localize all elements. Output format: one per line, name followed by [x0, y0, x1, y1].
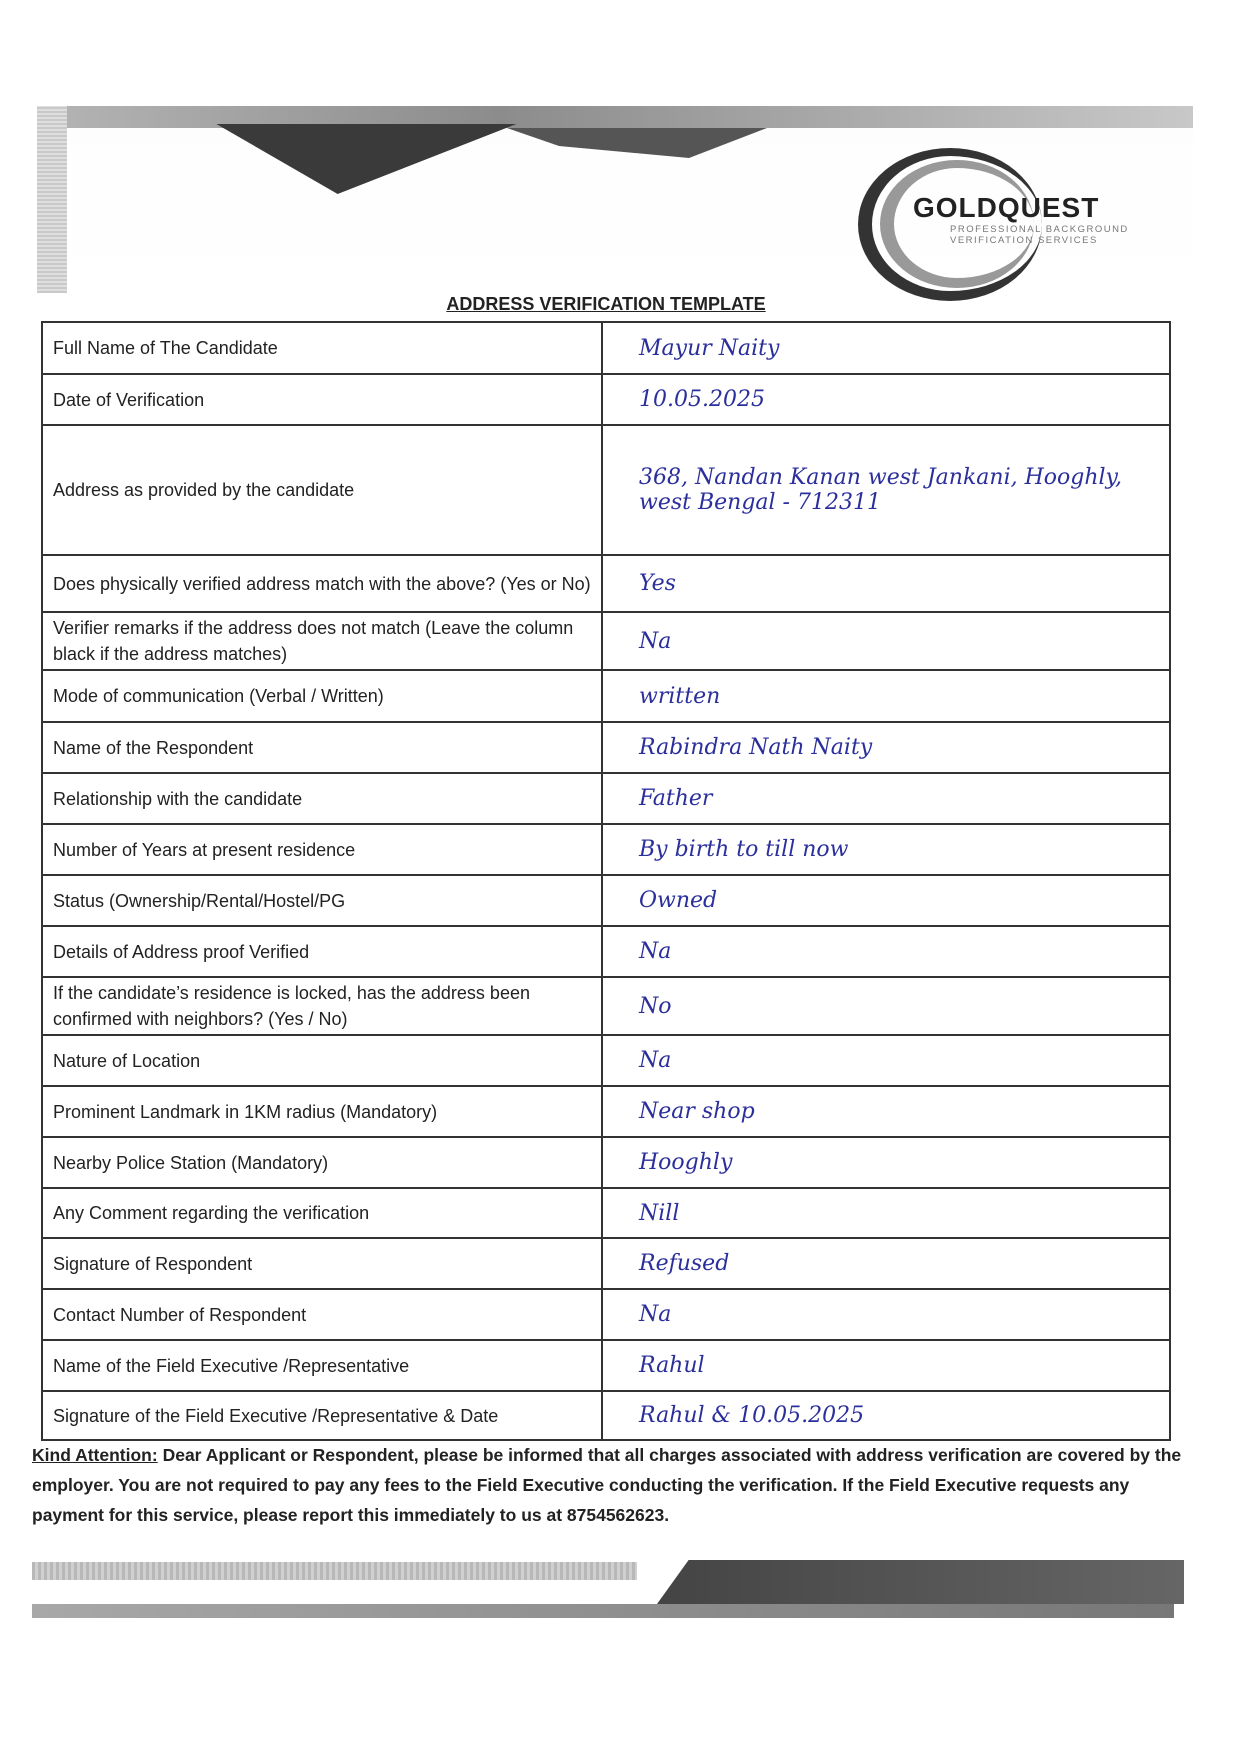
field-label: Mode of communication (Verbal / Written): [42, 670, 602, 722]
table-row: [42, 555, 1170, 612]
field-label: If the candidate’s residence is locked, has the address been confirmed with neighbors? (Yes / No): [42, 977, 602, 1035]
table-row: [42, 1289, 1170, 1340]
field-label: Any Comment regarding the verification: [42, 1188, 602, 1238]
field-label: Does physically verified address match with the above? (Yes or No): [42, 555, 602, 612]
footer-bar: [32, 1604, 1174, 1618]
logo-tagline: PROFESSIONAL BACKGROUND VERIFICATION SERVICES: [950, 224, 1129, 246]
page-title: ADDRESS VERIFICATION TEMPLATE: [446, 294, 766, 314]
field-value: Mayur Naity: [602, 322, 1170, 374]
table-row: [42, 926, 1170, 977]
kind-attention-notice: [32, 1440, 1182, 1530]
field-value: Na: [602, 926, 1170, 977]
field-label: Address as provided by the candidate: [42, 425, 602, 555]
table-row: [42, 1391, 1170, 1440]
table-row: [42, 670, 1170, 722]
goldquest-logo: [858, 148, 1148, 288]
logo-name: GOLDQUEST: [913, 192, 1100, 223]
notice-text: Dear Applicant or Respondent, please be informed that all charges associated with address verification are covered by the employer. You are not required to pay any fees to the Field Executive conducting the verification. If the Field Executive requests any payment for this service, please report this immediately to us at 8754562623.: [32, 1445, 1182, 1525]
banner-swoosh: [158, 124, 517, 194]
table-row: [42, 773, 1170, 824]
banner-left-block: [37, 106, 67, 293]
table-row: [42, 322, 1170, 374]
table-row: [42, 875, 1170, 926]
field-value: Rahul & 10.05.2025: [602, 1391, 1170, 1440]
field-value: Owned: [602, 875, 1170, 926]
table-row: [42, 1188, 1170, 1238]
field-label: Name of the Respondent: [42, 722, 602, 773]
table-row: [42, 722, 1170, 773]
field-value: By birth to till now: [602, 824, 1170, 875]
field-value: Na: [602, 1289, 1170, 1340]
field-label: Contact Number of Respondent: [42, 1289, 602, 1340]
table-row: [42, 824, 1170, 875]
table-row: [42, 374, 1170, 425]
field-value: Near shop: [602, 1086, 1170, 1137]
field-label: Verifier remarks if the address does not match (Leave the column black if the address matches): [42, 612, 602, 670]
field-value: Nill: [602, 1188, 1170, 1238]
field-label: Signature of Respondent: [42, 1238, 602, 1289]
banner-stripe: [37, 106, 1193, 128]
field-value: Father: [602, 773, 1170, 824]
table-row: [42, 1238, 1170, 1289]
field-label: Details of Address proof Verified: [42, 926, 602, 977]
footer-banner: [32, 1560, 1184, 1620]
field-label: Signature of the Field Executive /Representative & Date: [42, 1391, 602, 1440]
field-value: Rahul: [602, 1340, 1170, 1391]
field-value: Refused: [602, 1238, 1170, 1289]
field-label: Name of the Field Executive /Representative: [42, 1340, 602, 1391]
field-value: No: [602, 977, 1170, 1035]
field-value: 368, Nandan Kanan west Jankani, Hooghly, west Bengal - 712311: [602, 425, 1170, 555]
footer-stripe: [32, 1562, 637, 1580]
footer-block: [657, 1560, 1184, 1604]
field-value: Hooghly: [602, 1137, 1170, 1188]
field-label: Nearby Police Station (Mandatory): [42, 1137, 602, 1188]
field-value: written: [602, 670, 1170, 722]
field-label: Nature of Location: [42, 1035, 602, 1086]
verification-table: [41, 321, 1171, 1441]
table-row: [42, 977, 1170, 1035]
table-row: [42, 612, 1170, 670]
field-value: 10.05.2025: [602, 374, 1170, 425]
field-label: Prominent Landmark in 1KM radius (Mandatory): [42, 1086, 602, 1137]
table-row: [42, 1035, 1170, 1086]
table-row: [42, 1340, 1170, 1391]
banner-swoosh: [507, 128, 767, 158]
field-label: Date of Verification: [42, 374, 602, 425]
field-label: Number of Years at present residence: [42, 824, 602, 875]
field-label: Relationship with the candidate: [42, 773, 602, 824]
notice-heading: Kind Attention:: [32, 1445, 158, 1465]
field-label: Full Name of The Candidate: [42, 322, 602, 374]
table-row: [42, 1137, 1170, 1188]
field-label: Status (Ownership/Rental/Hostel/PG: [42, 875, 602, 926]
field-value: Rabindra Nath Naity: [602, 722, 1170, 773]
field-value: Na: [602, 612, 1170, 670]
table-row: [42, 1086, 1170, 1137]
field-value: Yes: [602, 555, 1170, 612]
field-value: Na: [602, 1035, 1170, 1086]
table-row: [42, 425, 1170, 555]
